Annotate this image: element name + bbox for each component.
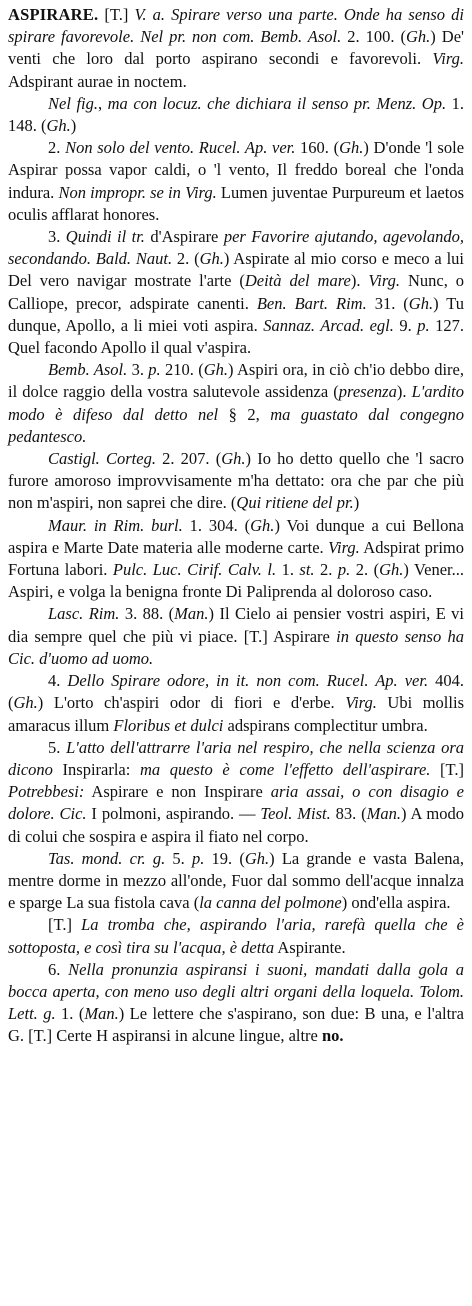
italic-text: Non solo del vento. Rucel. Ap. ver. bbox=[65, 138, 296, 158]
text-run: 1. ( bbox=[55, 1004, 85, 1024]
text-run: 3. bbox=[48, 227, 66, 247]
text-run: ) Aspiri ora, in ciò ch'io debbo dire, il dolce raggio della vostra salutevole assidenza ( bbox=[8, 360, 464, 402]
text-run: 160. ( bbox=[295, 138, 340, 158]
italic-text: Nel fig. bbox=[48, 93, 98, 113]
text-run: [T.] bbox=[430, 759, 465, 779]
italic-text: Maur. in Rim. burl. bbox=[48, 515, 183, 535]
text-run: ) ond'ella aspira. bbox=[341, 893, 451, 913]
entry-sense-paragraph bbox=[8, 515, 464, 604]
text-run: 2. ( bbox=[350, 560, 380, 580]
text-run: ) De' venti che loro dal porto aspirano secondi e favorevoli. bbox=[8, 27, 464, 69]
text-run: Adspirant aurae in noctem. bbox=[8, 71, 187, 91]
italic-text: Gh. bbox=[199, 249, 224, 269]
text-run: ) Il Cielo ai pensier vostri aspiri, E vi dia sempre quel che più vi piace. [T.] Aspirare bbox=[8, 604, 465, 646]
text-run: 2. 100. ( bbox=[341, 27, 406, 47]
italic-text: Gh. bbox=[339, 138, 364, 158]
text-run: Inspirarla: bbox=[52, 759, 140, 779]
italic-text: Virg. bbox=[345, 693, 377, 713]
text-run: I polmoni, aspirando. — bbox=[86, 804, 261, 824]
text-run: 3. 88. ( bbox=[119, 604, 175, 624]
text-run: 2. bbox=[48, 138, 66, 158]
entry-sense-paragraph bbox=[8, 137, 464, 226]
italic-text: ma con locuz. che dichiara il senso pr. Menz. Op. bbox=[107, 93, 447, 113]
text-run: 127. Quel facondo Apollo il qual v'aspira. bbox=[8, 315, 464, 358]
text-run: ). bbox=[350, 271, 369, 291]
text-run: no. bbox=[322, 1026, 344, 1046]
text-run: ). bbox=[396, 382, 412, 402]
text-run: 6. bbox=[48, 959, 69, 979]
italic-text: Sannaz. Arcad. egl. bbox=[263, 315, 394, 335]
text-run: ) Le lettere che s'aspirano, son due: B una, e l'altra G. [T.] Certe H aspiransi in alcune lingue, altre bbox=[8, 1004, 464, 1046]
italic-text: Man. bbox=[366, 804, 402, 824]
text-run: 2. bbox=[314, 560, 338, 580]
text-run: ) Voi dunque a cui Bellona aspira e Marte Date materia alle moderne carte. bbox=[8, 515, 465, 557]
text-run: Aspirare e non Inspirare bbox=[84, 782, 271, 802]
headword: ASPIRARE. bbox=[8, 5, 99, 24]
italic-text: Dello Spirare odore, in it. non com. Rucel. Ap. ver. bbox=[67, 671, 429, 691]
italic-text: Quindi il tr. bbox=[65, 227, 145, 247]
entry-sense-paragraph bbox=[8, 93, 464, 137]
text-run: ) bbox=[70, 116, 77, 136]
text-run: 404. ( bbox=[8, 671, 465, 713]
italic-text: Non impropr. se in Virg. bbox=[58, 182, 217, 202]
italic-text: Gh. bbox=[250, 515, 275, 535]
italic-text: Virg. bbox=[368, 271, 401, 291]
text-run: Lumen juventae Purpureum et laetos oculis afflarat honores. bbox=[8, 182, 465, 224]
italic-text: Lasc. Rim. bbox=[48, 604, 120, 624]
entry-sense-paragraph bbox=[8, 848, 464, 915]
text-run: 2. 207. ( bbox=[155, 449, 222, 469]
entry-sense-paragraph bbox=[8, 914, 464, 958]
text-run: § 2, bbox=[218, 404, 271, 424]
text-run: Aspirante. bbox=[274, 937, 346, 957]
italic-text: Gh. bbox=[244, 848, 270, 868]
text-run: 5. bbox=[165, 848, 192, 868]
italic-text: Floribus et dulci bbox=[113, 715, 224, 735]
italic-text: Man. bbox=[174, 604, 209, 624]
text-run: 5. bbox=[48, 737, 67, 757]
text-run: Ubi mollis amaracus illum bbox=[8, 693, 464, 735]
entry-sense-paragraph bbox=[8, 603, 464, 670]
text-run: 1. bbox=[276, 560, 300, 580]
italic-text: Castigl. Corteg. bbox=[48, 449, 156, 469]
text-run: 9. bbox=[393, 315, 418, 335]
italic-text: Man. bbox=[84, 1004, 119, 1024]
text-run: 2. ( bbox=[172, 249, 200, 269]
text-run: ) Vener... Aspiri, e volga la benigna fronte Di Paliprenda al doloroso caso. bbox=[8, 560, 465, 602]
italic-text: Gh. bbox=[379, 560, 404, 580]
italic-text: Gh. bbox=[221, 449, 246, 469]
italic-text: aria assai, o con disagio e dolore. Cic. bbox=[8, 782, 464, 824]
italic-text: p. bbox=[191, 848, 205, 868]
italic-text: V. a. Spirare verso una parte. Onde ha senso di spirare favorevole. Nel pr. non com. Bemb. Asol. bbox=[8, 5, 465, 47]
italic-text: Gh. bbox=[408, 293, 434, 313]
italic-text: Tas. mond. cr. g. bbox=[48, 848, 166, 868]
italic-text: Teol. Mist. bbox=[260, 804, 331, 824]
text-run: 83. ( bbox=[330, 804, 367, 824]
italic-text: Nella pronunzia aspiransi i suoni, mandati dalla gola a bocca aperta, con meno uso degli altri organi della loquela. Tolom. Lett. g. bbox=[8, 959, 465, 1024]
text-run: ) A modo di colui che sospira e aspira il fiato nel corpo. bbox=[8, 804, 464, 846]
text-run: 210. ( bbox=[160, 360, 204, 380]
entry-definition bbox=[8, 4, 464, 93]
italic-text: Virg. bbox=[432, 49, 464, 69]
italic-text: Deità del mare bbox=[244, 271, 351, 291]
italic-text: Gh. bbox=[13, 693, 38, 713]
text-run: ) D'onde 'l sole Aspirar possa vapor caldi, o 'l vento, Il freddo boreal che l'onda indura. bbox=[8, 138, 465, 202]
text-run: 1. 148. ( bbox=[8, 93, 464, 136]
text-run: , bbox=[97, 93, 108, 113]
text-run: ) Tu dunque, Apollo, a li miei voti aspira. bbox=[8, 293, 464, 335]
italic-text: ma guastato dal congegno pedantesco. bbox=[8, 404, 464, 446]
entry-sense-paragraph bbox=[8, 737, 464, 848]
entry-sense-paragraph bbox=[8, 670, 464, 737]
text-run: 19. ( bbox=[204, 848, 245, 868]
italic-text: Gh. bbox=[406, 27, 431, 47]
text-run: 4. bbox=[48, 671, 68, 691]
entry-sense-paragraph bbox=[8, 359, 464, 448]
italic-text: ma questo è come l'effetto dell'aspirare. bbox=[139, 759, 431, 779]
text-run: ) L'orto ch'aspiri odor di fiori e d'erbe. bbox=[37, 693, 346, 713]
text-run: ) La grande e vasta Balena, mentre dorme in mezzo all'onde, Fuor dal sommo dell'acque innalza e sparge La sua fistola cava ( bbox=[8, 848, 465, 913]
text-run: ) bbox=[353, 493, 360, 513]
italic-text: p. bbox=[337, 560, 351, 580]
italic-text: Qui ritiene del pr. bbox=[236, 493, 354, 513]
text-run: ) Aspirate al mio corso e meco a lui Del vero navigar mostrate l'arte ( bbox=[8, 249, 464, 291]
text-run: d'Aspirare bbox=[144, 227, 224, 247]
italic-text: per Favorire ajutando, agevolando, secondando. Bald. Naut. bbox=[8, 227, 465, 269]
italic-text: Gh. bbox=[46, 116, 71, 136]
dictionary-entry bbox=[8, 4, 464, 1048]
entry-sense-paragraph bbox=[8, 959, 464, 1048]
text-run: [T.] bbox=[48, 915, 82, 935]
italic-text: L'atto dell'attrarre l'aria nel respiro, che nella scienza ora dicono bbox=[8, 737, 464, 779]
italic-text: Ben. Bart. Rim. bbox=[256, 293, 367, 313]
italic-text: Virg. bbox=[328, 537, 360, 557]
text-run: ) Io ho detto quello che 'l sacro furore amoroso improvvisamente m'ha dettato: ora che par che più non m'aspiri, non saprei che dire. ( bbox=[8, 449, 465, 513]
text-run: 3. bbox=[127, 360, 149, 380]
italic-text: la canna del polmone bbox=[199, 893, 342, 913]
italic-text: L'ardito modo è difeso dal detto nel bbox=[8, 382, 464, 424]
italic-text: Bemb. Asol. bbox=[48, 360, 128, 380]
entry-sense-paragraph bbox=[8, 448, 464, 515]
text-run: Nunc, o Calliope, precor, adspirate canenti. bbox=[8, 271, 465, 313]
text-run: adspirans complectitur umbra. bbox=[223, 715, 428, 735]
text-run: [T.] bbox=[98, 5, 135, 24]
text-run: Adspirat primo Fortuna labori. bbox=[8, 537, 464, 580]
italic-text: presenza bbox=[338, 382, 397, 402]
italic-text: p. bbox=[148, 360, 161, 380]
italic-text: p. bbox=[417, 315, 430, 335]
entry-sense-paragraph bbox=[8, 226, 464, 359]
italic-text: La tromba che, aspirando l'aria, rarefà quella che è sottoposta, e così tira su l'acqua, è detta bbox=[8, 915, 465, 957]
italic-text: in questo senso ha Cic. d'uomo ad uomo. bbox=[8, 626, 464, 668]
italic-text: Potrebbesi: bbox=[8, 782, 85, 802]
italic-text: st. bbox=[299, 560, 315, 580]
italic-text: Pulc. Luc. Cirif. Calv. l. bbox=[112, 560, 277, 580]
text-run: 31. ( bbox=[366, 293, 409, 313]
text-run: 1. 304. ( bbox=[182, 515, 251, 535]
italic-text: Gh. bbox=[203, 360, 229, 380]
